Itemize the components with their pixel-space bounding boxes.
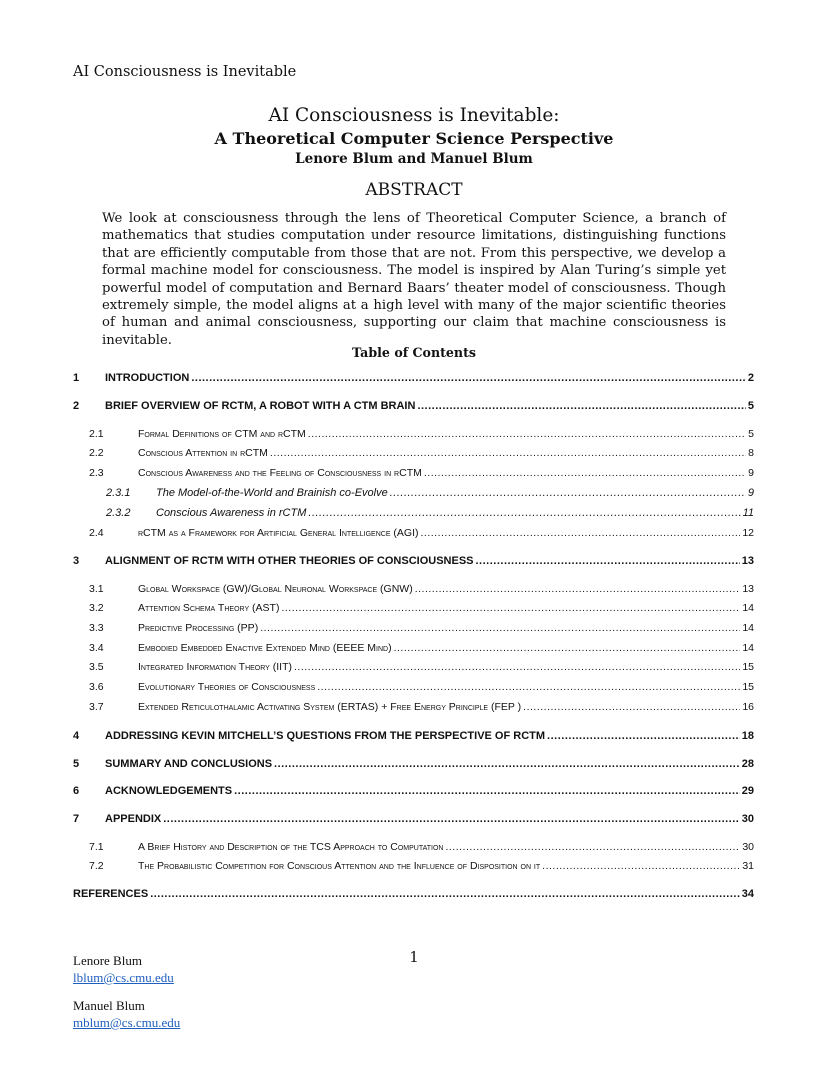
toc-dot-leader [445, 841, 740, 853]
toc-entry-page: 5 [747, 400, 754, 412]
toc-entry[interactable] [73, 507, 754, 519]
toc-entry[interactable] [73, 758, 754, 770]
abstract-text: We look at consciousness through the lens of Theoretical Computer Science, a branch of mathematics that studies computation under resource limitations, distinguishing functions that are efficiently computable from those that are not. From this perspective, we develop a formal machine model for consciousness. The model is inspired by Alan Turing’s simple yet powerful model of computation and Bernard Baars’ theater model of consciousness. Though extremely simple, the model aligns at a high level with many of the major scientific theories of human and animal consciousness, supporting our claim that machine consciousness is inevitable. [102, 211, 726, 348]
toc-entry-title: REFERENCES [73, 888, 149, 900]
toc-entry-page: 2 [747, 372, 754, 384]
toc-entry-page: 12 [742, 527, 754, 539]
footer [73, 952, 180, 1031]
toc-entry-title: Evolutionary Theories of Consciousness [138, 681, 316, 693]
toc-entry-page: 28 [741, 758, 754, 770]
toc-entry-number: 3.7 [89, 701, 104, 713]
toc-entry[interactable] [73, 813, 754, 825]
toc-entry-number: 2.4 [89, 527, 104, 539]
toc-entry-page: 13 [741, 555, 754, 567]
toc-dot-leader [191, 372, 746, 384]
toc-entry-number: 2.3 [89, 467, 104, 479]
toc-entry-title: rCTM as a Framework for Artificial General Intelligence (AGI) [138, 527, 419, 539]
toc-dot-leader [150, 888, 740, 900]
toc-entry-title: BRIEF OVERVIEW OF RCTM, A ROBOT WITH A CTM BRAIN [105, 400, 416, 412]
toc-dot-leader [421, 527, 741, 539]
toc-entry-number: 7.1 [89, 841, 104, 853]
toc-entry-title: Predictive Processing (PP) [138, 622, 259, 634]
toc-dot-leader [270, 447, 746, 459]
toc-entry-number: 3.5 [89, 661, 104, 673]
toc-dot-leader [281, 602, 740, 614]
toc-entry[interactable] [73, 860, 754, 872]
toc-entry-number: 7 [73, 813, 80, 825]
paper-subtitle: A Theoretical Computer Science Perspective [214, 129, 614, 148]
toc-dot-leader [234, 785, 740, 797]
toc-entry-page: 5 [748, 428, 754, 440]
toc-entry[interactable] [73, 841, 754, 853]
toc-entry-title: ADDRESSING KEVIN MITCHELL’S QUESTIONS FROM THE PERSPECTIVE OF RCTM [105, 730, 546, 742]
toc-entry[interactable] [73, 785, 754, 797]
toc-dot-leader [417, 400, 745, 412]
toc-entry[interactable] [73, 527, 754, 539]
toc-entry[interactable] [73, 642, 754, 654]
toc-entry-page: 15 [742, 681, 754, 693]
toc-dot-leader [294, 661, 740, 673]
toc-entry-number: 2 [73, 400, 80, 412]
toc-entry[interactable] [73, 487, 754, 499]
toc-entry-title: Embodied Embedded Enactive Extended Mind (EEEE Mind) [138, 642, 392, 654]
toc-entry-title: Formal Definitions of CTM and rCTM [138, 428, 306, 440]
toc-entry-number: 7.2 [89, 860, 104, 872]
toc-dot-leader [308, 428, 746, 440]
toc-dot-leader [523, 701, 740, 713]
toc-entry-title: SUMMARY AND CONCLUSIONS [105, 758, 273, 770]
toc-entry-number: 2.3.2 [106, 507, 131, 519]
toc-entry-number: 3.1 [89, 583, 104, 595]
title-block [0, 104, 828, 169]
toc-entry-title: The Probabilistic Competition for Conscious Attention and the Influence of Disposition on it [138, 860, 541, 872]
toc-entry[interactable] [73, 681, 754, 693]
toc-entry[interactable] [73, 602, 754, 614]
toc-heading: Table of Contents [352, 345, 476, 360]
toc-entry[interactable] [73, 888, 754, 900]
toc-entry-title: Integrated Information Theory (IIT) [138, 661, 292, 673]
toc-dot-leader [542, 860, 740, 872]
page-number: 1 [409, 948, 419, 966]
toc-dot-leader [424, 467, 746, 479]
toc-entry-number: 3.2 [89, 602, 104, 614]
toc-entry-title: The Model-of-the-World and Brainish co-Evolve [156, 487, 388, 499]
toc-entry-title: APPENDIX [105, 813, 162, 825]
toc-entry-title: Extended Reticulothalamic Activating System (ERTAS) + Free Energy Principle (FEP ) [138, 701, 522, 713]
toc-entry-page: 29 [741, 785, 754, 797]
toc-entry[interactable] [73, 701, 754, 713]
toc-entry-title: ALIGNMENT OF RCTM WITH OTHER THEORIES OF CONSCIOUSNESS [105, 555, 474, 567]
toc-entry[interactable] [73, 555, 754, 567]
toc-dot-leader [390, 487, 746, 499]
toc-entry-page: 8 [748, 447, 754, 459]
toc-entry-title: Attention Schema Theory (AST) [138, 602, 280, 614]
toc-dot-leader [260, 622, 740, 634]
toc-dot-leader [308, 507, 740, 519]
toc-entry-page: 30 [741, 813, 754, 825]
toc-dot-leader [317, 681, 740, 693]
toc-dot-leader [274, 758, 740, 770]
paper-authors: Lenore Blum and Manuel Blum [295, 151, 533, 167]
toc-entry-title: INTRODUCTION [105, 372, 190, 384]
toc-dot-leader [476, 555, 740, 567]
toc-entry-page: 14 [742, 602, 754, 614]
toc-entry-page: 14 [742, 622, 754, 634]
toc-entry-number: 3.4 [89, 642, 104, 654]
toc-entry-title: Global Workspace (GW)/Global Neuronal Workspace (GNW) [138, 583, 413, 595]
toc-entry-page: 15 [742, 661, 754, 673]
toc-entry-title: ACKNOWLEDGEMENTS [105, 785, 233, 797]
toc-entry-title: Conscious Awareness and the Feeling of Consciousness in rCTM [138, 467, 422, 479]
toc-entry-page: 9 [747, 487, 754, 499]
toc-entry-number: 2.2 [89, 447, 104, 459]
toc-entry[interactable] [73, 730, 754, 742]
toc-entry-page: 13 [742, 583, 754, 595]
toc-entry-page: 31 [742, 860, 754, 872]
toc-entry-page: 11 [742, 507, 754, 519]
toc-entry[interactable] [73, 372, 754, 384]
toc-entry-number: 6 [73, 785, 80, 797]
toc-entry-title: Conscious Attention in rCTM [138, 447, 268, 459]
toc-entry-number: 5 [73, 758, 80, 770]
toc-dot-leader [547, 730, 740, 742]
toc-entry[interactable] [73, 661, 754, 673]
toc-entry[interactable] [73, 583, 754, 595]
toc-entry-title: Conscious Awareness in rCTM [156, 507, 307, 519]
footer-author-2: Manuel Blum [73, 998, 145, 1013]
footer-email-2[interactable]: mblum@cs.cmu.edu [73, 1015, 181, 1030]
toc-entry-number: 2.3.1 [106, 487, 131, 499]
toc-entry[interactable] [73, 428, 754, 440]
toc-dot-leader [394, 642, 741, 654]
toc-entry-page: 34 [741, 888, 754, 900]
toc-entry[interactable] [73, 400, 754, 412]
toc-entry-page: 30 [742, 841, 754, 853]
toc-entry-number: 3 [73, 555, 80, 567]
toc-dot-leader [163, 813, 740, 825]
running-head: AI Consciousness is Inevitable [73, 64, 297, 80]
footer-author-1: Lenore Blum [73, 953, 142, 968]
toc-entry-page: 16 [742, 701, 754, 713]
toc-entry-number: 1 [73, 372, 80, 384]
toc-entry[interactable] [73, 467, 754, 479]
footer-email-1[interactable]: lblum@cs.cmu.edu [73, 970, 174, 985]
toc-entry-page: 18 [741, 730, 754, 742]
toc-entry-title: A Brief History and Description of the TCS Approach to Computation [138, 841, 444, 853]
toc-entry[interactable] [73, 447, 754, 459]
toc-entry[interactable] [73, 622, 754, 634]
toc-entry-number: 3.3 [89, 622, 104, 634]
paper-title: AI Consciousness is Inevitable: [268, 105, 560, 126]
toc-entry-page: 14 [742, 642, 754, 654]
toc-entry-number: 4 [73, 730, 80, 742]
abstract-heading: ABSTRACT [365, 180, 463, 200]
toc-entry-page: 9 [748, 467, 754, 479]
toc-dot-leader [415, 583, 741, 595]
toc-entry-number: 2.1 [89, 428, 104, 440]
toc-entry-number: 3.6 [89, 681, 104, 693]
